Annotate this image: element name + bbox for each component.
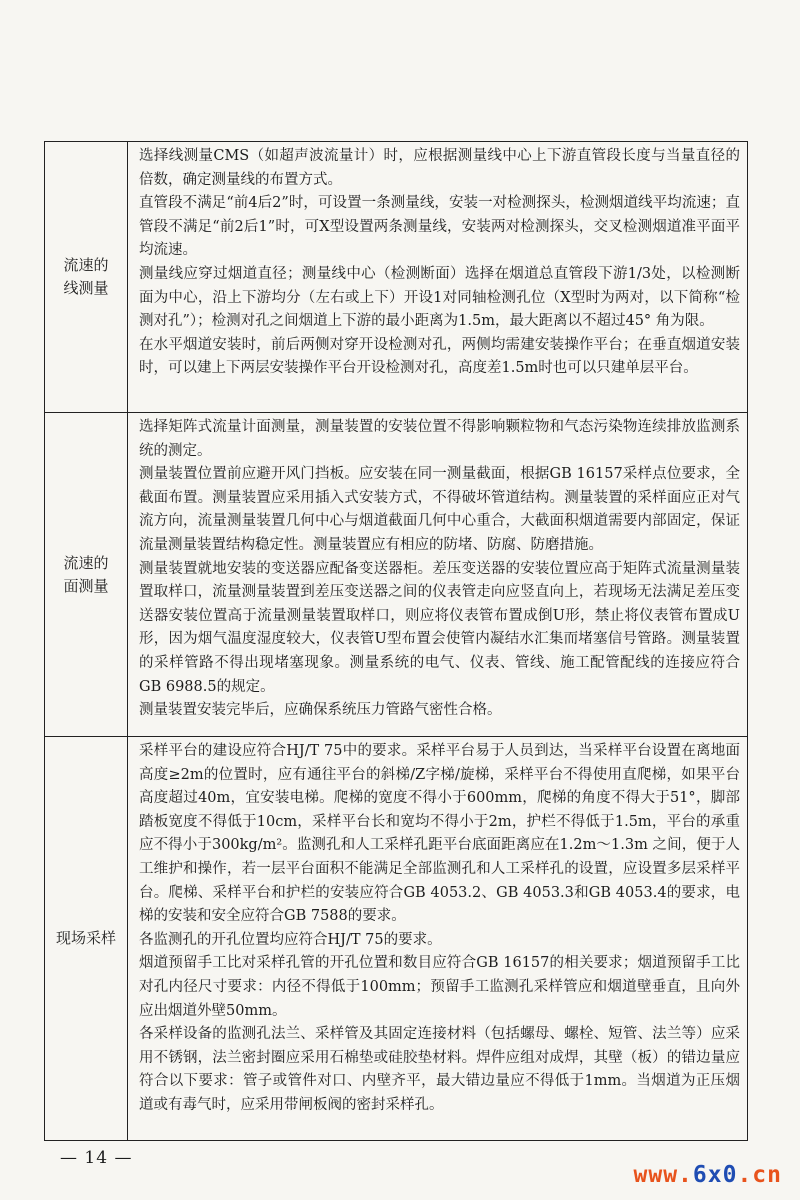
paragraph: 测量装置就地安装的变送器应配备变送器柜。差压变送器的安装位置应高于矩阵式流量测量装置取样口，流量测量装置到差压变送器之间的仪表管走向应竖直向上，若现场无法满足差压变送器安装位置高于流量测量装置取样口，则应将仪表管布置成倒U形，禁止将仪表管布置成U形，因为烟气温度湿度较大，仪表管U型布置会使管内凝结水汇集而堵塞信号管路。测量装置的采样管路不得出现堵塞现象。测量系统的电气、仪表、管线、施工配管配线的连接应符合GB 6988.5的规定。	[139, 560, 740, 695]
row-content-cell	[128, 142, 748, 413]
row-label-line: 流速的	[63, 553, 109, 572]
paragraph: 测量线应穿过烟道直径；测量线中心（检测断面）选择在烟道总直管段下游1/3处，以检测断面为中心，沿上下游均分（左右或上下）开设1对同轴检测孔位（X型时为两对，以下简称“检测对孔”）；检测对孔之间烟道上下游的最小距离为1.5m，最大距离以不超过45° 角为限。	[139, 265, 740, 330]
table-row	[45, 142, 748, 413]
row-label-line: 流速的	[63, 256, 109, 274]
row-label-line: 现场采样	[55, 929, 116, 947]
watermark-part: www.	[633, 1162, 693, 1188]
paragraph: 各监测孔的开孔位置均应符合HJ/T 75的要求。	[139, 931, 442, 948]
paragraph: 烟道预留手工比对采样孔管的开孔位置和数目应符合GB 16157的相关要求；烟道预留手工比对孔内径尺寸要求：内径不得低于100mm；预留手工监测孔采样管应和烟道壁垂直，且向外应出烟道外壁50mm。	[139, 955, 740, 1019]
row-content-cell	[128, 413, 748, 737]
page-number: — 14 —	[60, 1148, 133, 1168]
row-label-cell	[45, 142, 128, 413]
paragraph: 测量装置位置前应避开风门挡板。应安装在同一测量截面，根据GB 16157采样点位要求，全截面布置。测量装置应采用插入式安装方式，不得破坏管道结构。测量装置的采样面应正对气流方向，流量测量装置几何中心与烟道截面几何中心重合，大截面积烟道需要内部固定，保证流量测量装置结构稳定性。测量装置应有相应的防堵、防腐、防磨措施。	[139, 466, 740, 553]
paragraph: 各采样设备的监测孔法兰、采样管及其固定连接材料（包括螺母、螺栓、短管、法兰等）应采用不锈钢，法兰密封圈应采用石棉垫或硅胶垫材料。焊件应组对成焊，其壁（板）的错边量应符合以下要求：管子或管件对口、内壁齐平，最大错边量应不得低于1mm。当烟道为正压烟道或有毒气时，应采用带闸板阀的密封采样孔。	[139, 1026, 740, 1113]
paragraph: 选择线测量CMS（如超声波流量计）时，应根据测量线中心上下游直管段长度与当量直径的倍数，确定测量线的布置方式。	[139, 148, 740, 188]
paragraph: 测量装置安装完毕后，应确保系统压力管路气密性合格。	[139, 702, 502, 719]
paragraph: 选择矩阵式流量计面测量，测量装置的安装位置不得影响颗粒物和气态污染物连续排放监测系统的测定。	[139, 419, 740, 459]
row-content-cell	[128, 737, 748, 1141]
table-row	[45, 413, 748, 737]
specification-table	[44, 141, 748, 1141]
table-row	[45, 737, 748, 1141]
watermark-part: 6x0	[692, 1162, 738, 1188]
row-label-line: 面测量	[63, 576, 109, 595]
row-label-cell	[45, 413, 128, 737]
watermark-part: .cn	[737, 1162, 782, 1188]
paragraph: 采样平台的建设应符合HJ/T 75中的要求。采样平台易于人员到达，当采样平台设置在离地面高度≥2m的位置时，应有通往平台的斜梯/Z字梯/旋梯，采样平台不得使用直爬梯，如果平台高度超过40m，宜安装电梯。爬梯的宽度不得小于600mm，爬梯的角度不得大于51°，脚部踏板宽度不得低于10cm，采样平台长和宽均不得小于2m，护栏不得低于1.5m，平台的承重应不得小于300kg/m²。监测孔和人工采样孔距平台底面距离应在1.2m～1.3m 之间，便于人工维护和操作，若一层平台面积不能满足全部监测孔和人工采样孔的设置，应设置多层采样平台。爬梯、采样平台和护栏的安装应符合GB 4053.2、GB 4053.3和GB 4053.4的要求，电梯的安装和安全应符合GB 7588的要求。	[139, 743, 740, 925]
row-label-line: 线测量	[63, 279, 109, 297]
row-label-cell	[45, 737, 128, 1141]
paragraph: 直管段不满足“前4后2”时，可设置一条测量线，安装一对检测探头，检测烟道线平均流速；直管段不满足“前2后1”时，可X型设置两条测量线，安装两对检测探头，交叉检测烟道准平面平均流速。	[139, 195, 740, 259]
watermark-logo	[634, 1162, 782, 1188]
paragraph: 在水平烟道安装时，前后两侧对穿开设检测对孔，两侧均需建安装操作平台；在垂直烟道安装时，可以建上下两层安装操作平台开设检测对孔，高度差1.5m时也可以只建单层平台。	[139, 336, 740, 377]
